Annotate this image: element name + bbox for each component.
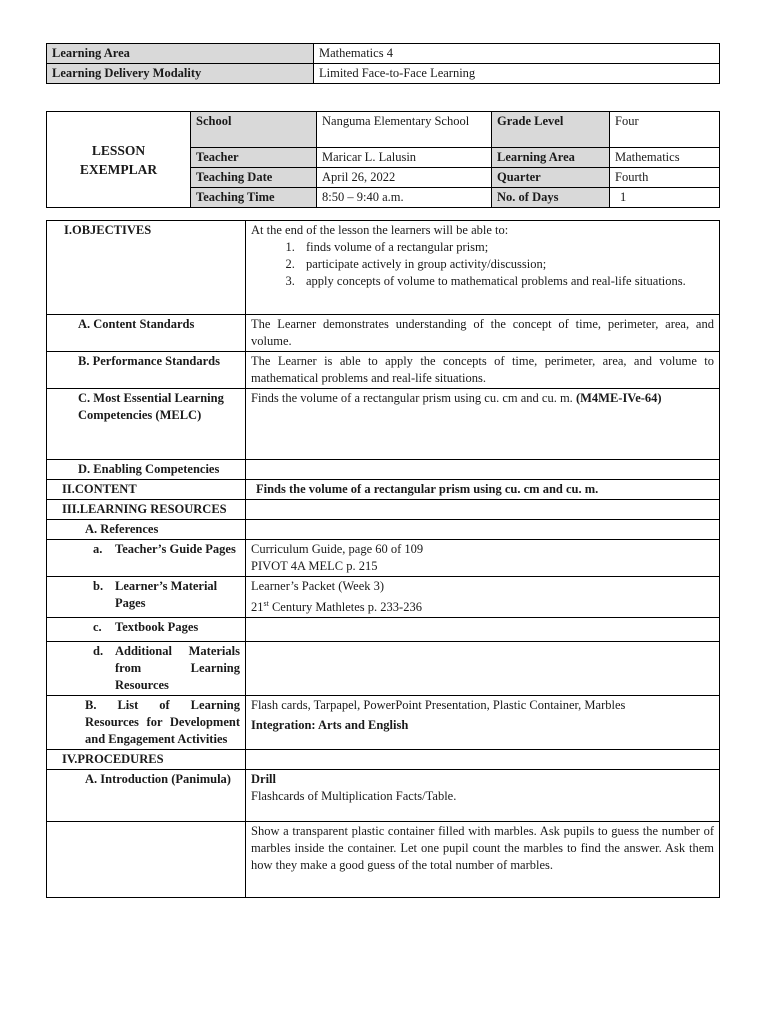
- learners-material-label: b. Learner’s Material Pages: [47, 577, 246, 618]
- content-label: II.CONTENT: [47, 480, 246, 500]
- references-label: A. References: [47, 520, 246, 540]
- performance-standards-value: The Learner is able to apply the concepts of time, perimeter, area, and volume to mathematical problems and real-life situations.: [246, 352, 720, 389]
- school-label: School: [191, 112, 317, 148]
- melc-code: (M4ME-IVe-64): [575, 391, 662, 405]
- learning-resources-value: [246, 500, 720, 520]
- teaching-time-value: 8:50 – 9:40 a.m.: [317, 188, 492, 208]
- teachers-guide-value: Curriculum Guide, page 60 of 109 PIVOT 4A MELC p. 215: [246, 540, 720, 577]
- marbles-activity-text: Show a transparent plastic container filled with marbles. Ask pupils to guess the number of marbles inside the container. Let one pupil count the marbles to find the answer. Ask them how they make a good guess of the total number of marbles.: [246, 822, 720, 898]
- additional-materials-label: d. Additional Materials from Learning Resources: [47, 642, 246, 696]
- objectives-label: I.OBJECTIVES: [47, 221, 246, 315]
- objectives-cell: [246, 221, 720, 315]
- modality-value: Limited Face-to-Face Learning: [314, 64, 720, 84]
- lesson-info-table: [46, 111, 720, 208]
- drill-title: Drill: [251, 772, 276, 787]
- procedures-value: [246, 750, 720, 770]
- learning-area-label: Learning Area: [47, 44, 314, 64]
- melc-label: C. Most Essential Learning Competencies (MELC): [47, 389, 246, 460]
- learning-area-value: Mathematics 4: [314, 44, 720, 64]
- learning-area-value-2: Mathematics: [610, 148, 720, 168]
- empty-label-cell: [47, 822, 246, 898]
- teacher-value: Maricar L. Lalusin: [317, 148, 492, 168]
- melc-value-cell: [246, 389, 720, 460]
- enabling-competencies-value: [246, 460, 720, 480]
- lesson-exemplar-title: LESSON EXEMPLAR: [47, 112, 191, 208]
- objectives-list: [251, 239, 714, 290]
- teachers-guide-label: a. Teacher’s Guide Pages: [47, 540, 246, 577]
- procedures-label: IV.PROCEDURES: [47, 750, 246, 770]
- quarter-value: Fourth: [610, 168, 720, 188]
- objectives-intro: At the end of the lesson the learners will be able to:: [251, 223, 509, 237]
- list-item: 3. apply concepts of volume to mathematical problems and real-life situations.: [298, 273, 714, 290]
- grade-level-value: Four: [610, 112, 720, 148]
- modality-label: Learning Delivery Modality: [47, 64, 314, 84]
- enabling-competencies-label: D. Enabling Competencies: [47, 460, 246, 480]
- textbook-pages-value: [246, 618, 720, 642]
- teacher-label: Teacher: [191, 148, 317, 168]
- learning-resources-label: III.LEARNING RESOURCES: [47, 500, 246, 520]
- teaching-time-label: Teaching Time: [191, 188, 317, 208]
- days-label: No. of Days: [492, 188, 610, 208]
- drill-text: Flashcards of Multiplication Facts/Table.: [251, 789, 457, 804]
- content-value: Finds the volume of a rectangular prism using cu. cm and cu. m.: [246, 480, 720, 500]
- teaching-date-value: April 26, 2022: [317, 168, 492, 188]
- learners-material-value: Learner’s Packet (Week 3) 21st Century Mathletes p. 233-236: [246, 577, 720, 618]
- teaching-date-label: Teaching Date: [191, 168, 317, 188]
- learning-area-label-2: Learning Area: [492, 148, 610, 168]
- introduction-cell: [246, 770, 720, 822]
- grade-level-label: Grade Level: [492, 112, 610, 148]
- additional-materials-value: [246, 642, 720, 696]
- performance-standards-label: B. Performance Standards: [47, 352, 246, 389]
- days-value: 1: [610, 188, 720, 208]
- introduction-label: A. Introduction (Panimula): [47, 770, 246, 822]
- header-table: [46, 43, 720, 84]
- list-resources-cell: [246, 696, 720, 750]
- quarter-label: Quarter: [492, 168, 610, 188]
- list-item: 2. participate actively in group activity/discussion;: [298, 256, 714, 273]
- textbook-pages-label: c. Textbook Pages: [47, 618, 246, 642]
- references-value: [246, 520, 720, 540]
- lesson-plan-table: [46, 220, 720, 898]
- content-standards-label: A. Content Standards: [47, 315, 246, 352]
- school-value: Nanguma Elementary School: [317, 112, 492, 148]
- content-standards-value: The Learner demonstrates understanding of the concept of time, perimeter, area, and volume.: [246, 315, 720, 352]
- list-resources-label: B. List of Learning Resources for Development and Engagement Activities: [47, 696, 246, 750]
- melc-value: Finds the volume of a rectangular prism using cu. cm and cu. m.: [251, 391, 573, 405]
- list-resources-value: Flash cards, Tarpapel, PowerPoint Presentation, Plastic Container, Marbles: [251, 698, 626, 713]
- integration-text: Integration: Arts and English: [251, 718, 409, 733]
- list-item: 1. finds volume of a rectangular prism;: [298, 239, 714, 256]
